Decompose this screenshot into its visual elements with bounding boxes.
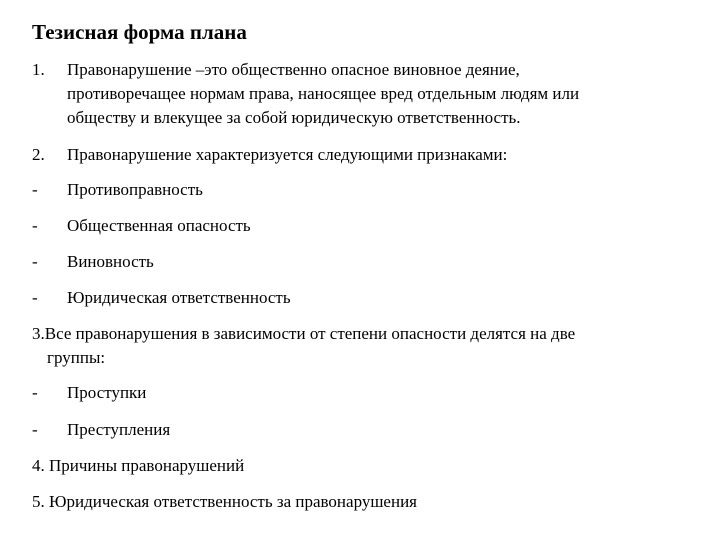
list-item-feature [32,250,692,274]
list-marker: 2. [32,145,45,164]
list-item-line: Правонарушение –это общественно опасное виновное деяние, [67,60,520,79]
paragraph-4: 4. Причины правонарушений [32,456,245,475]
list-marker: - [32,383,38,402]
list-marker: - [32,216,38,235]
list-item-line: обществу и влекущее за собой юридическую ответственность. [67,108,521,127]
list-item-line: Противоправность [67,180,203,199]
list-item-line: Правонарушение характеризуется следующими признаками: [67,145,508,164]
list-item-line: противоречащее нормам права, наносящее вред отдельным людям или [67,84,580,103]
list-item-feature [32,214,692,238]
list-item-line: Юридическая ответственность [67,288,291,307]
paragraph-3 [32,322,692,370]
list-item-line: Виновность [67,252,154,271]
list-item-feature [32,178,692,202]
list-item-line: Проступки [67,383,147,402]
list-marker: 1. [32,60,45,79]
list-item-line: Общественная опасность [67,216,251,235]
paragraph-line: группы: [47,348,106,367]
paragraph-line: 3.Все правонарушения в зависимости от степени опасности делятся на две [32,324,576,343]
list-item-group [32,381,692,405]
paragraph-5: 5. Юридическая ответственность за правонарушения [32,492,417,511]
list-marker: - [32,420,38,439]
list-item-1 [32,58,692,130]
list-marker: - [32,288,38,307]
list-item-group [32,418,692,442]
list-marker: - [32,180,38,199]
list-item-2 [32,143,692,167]
list-item-feature [32,286,692,310]
list-item-line: Преступления [67,420,171,439]
list-marker: - [32,252,38,271]
page-title: Тезисная форма плана [32,20,247,44]
